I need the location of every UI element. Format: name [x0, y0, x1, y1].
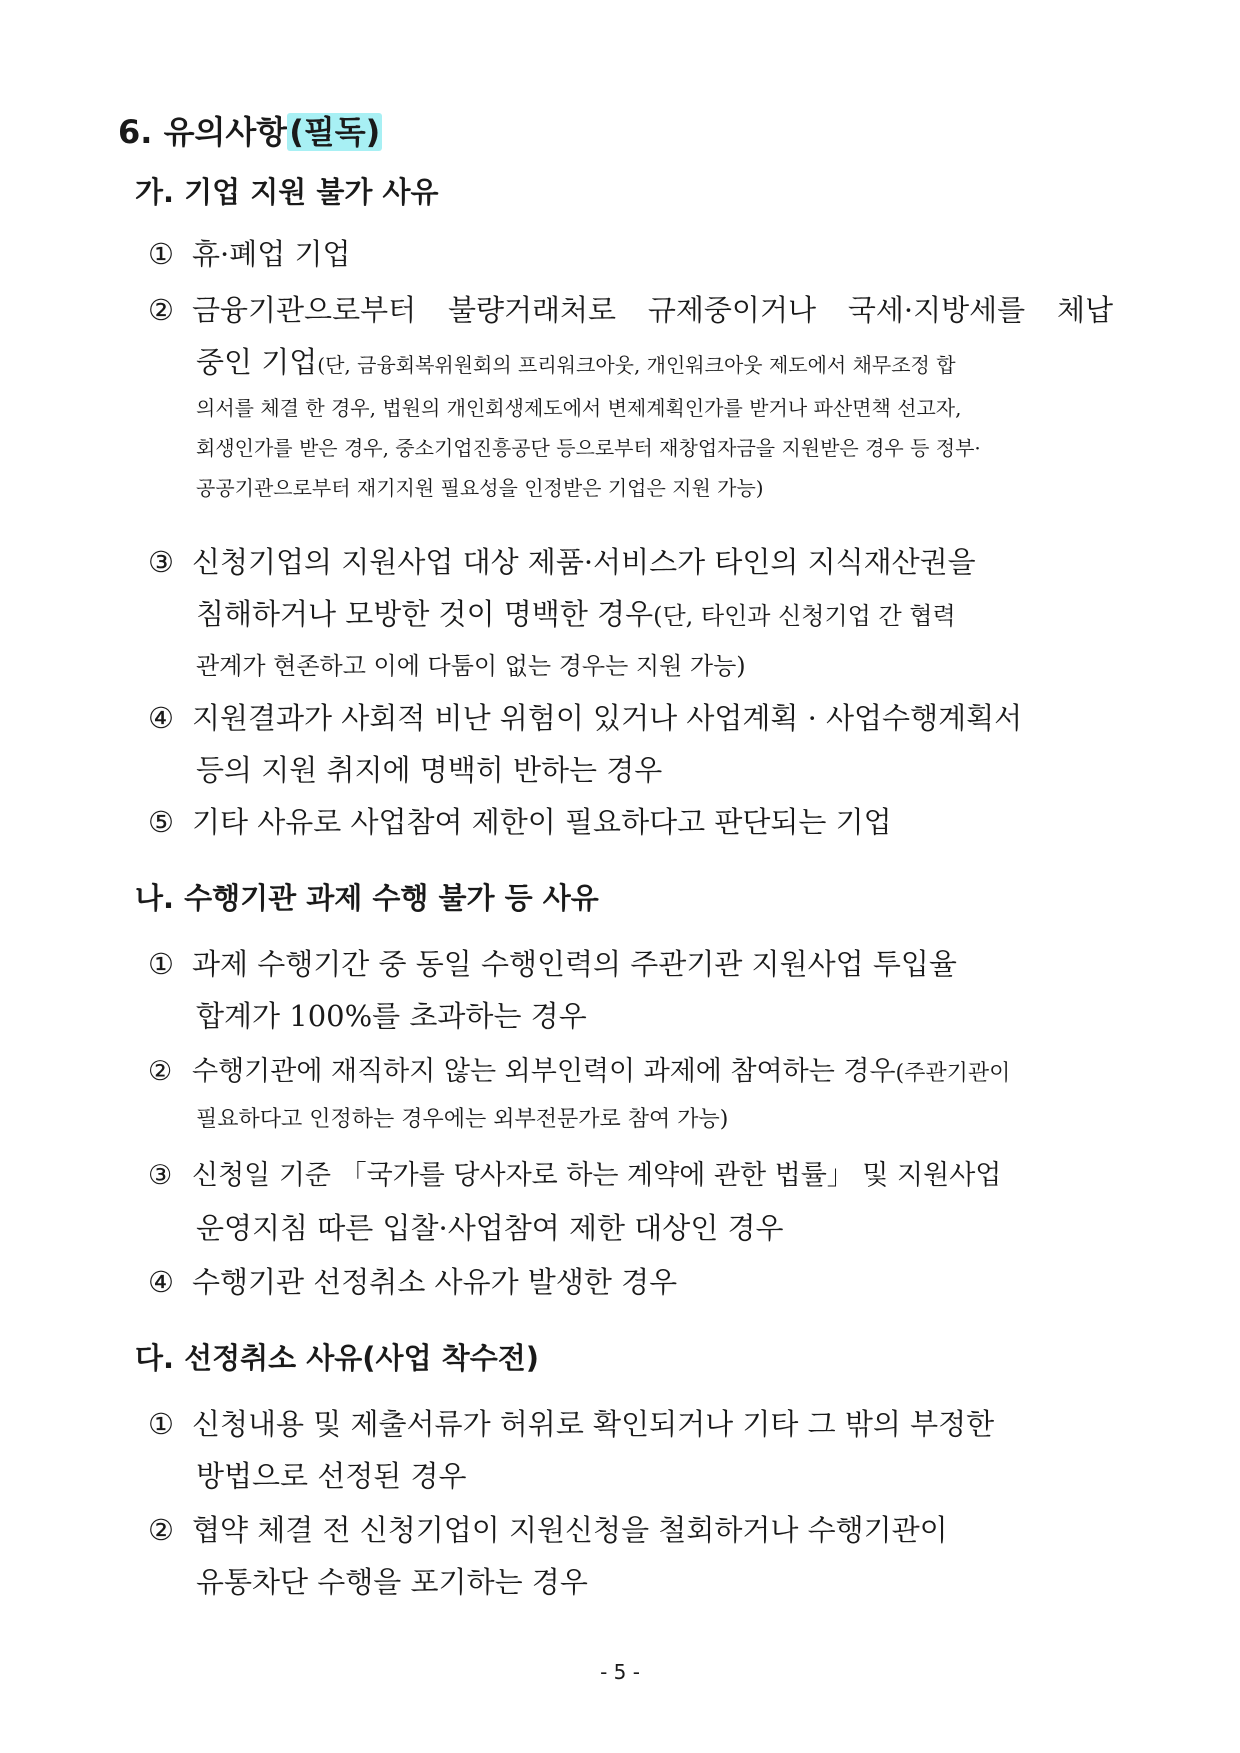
item-note: (단, 금융회복위원회의 프리워크아웃, 개인워크아웃 제도에서 채무조정 합 — [317, 353, 956, 377]
item-text: 수행기관 선정취소 사유가 발생한 경우 — [192, 1265, 678, 1299]
item-text: 침해하거나 모방한 것이 명백한 경우 — [196, 597, 654, 631]
item-number: ④ — [148, 1265, 174, 1299]
list-item — [148, 1256, 1113, 1308]
item-number: ① — [148, 947, 174, 981]
item-text: 합계가 100%를 초과하는 경우 — [196, 999, 587, 1033]
item-text: 수행기관에 재직하지 않는 외부인력이 과제에 참여하는 경우 — [192, 1056, 896, 1087]
list-item — [148, 692, 1113, 796]
item-number: ③ — [148, 545, 174, 579]
item-number: ② — [148, 293, 174, 327]
item-number: ⑤ — [148, 805, 174, 839]
list-item — [148, 228, 1113, 280]
list-item — [148, 284, 1113, 508]
item-text: 신청내용 및 제출서류가 허위로 확인되거나 기타 그 밖의 부정한 — [192, 1407, 995, 1441]
list-item — [148, 1046, 1113, 1142]
item-number: ① — [148, 1407, 174, 1441]
item-text: 유통차단 수행을 포기하는 경우 — [196, 1565, 588, 1599]
item-text: 방법으로 선정된 경우 — [196, 1459, 467, 1493]
item-text: 지원결과가 사회적 비난 위험이 있거나 사업계획 · 사업수행계획서 — [192, 701, 1023, 735]
item-number: ② — [148, 1513, 174, 1547]
list-item — [148, 1398, 1113, 1502]
item-number: ② — [148, 1056, 173, 1087]
item-text: 과제 수행기간 중 동일 수행인력의 주관기관 지원사업 투입율 — [192, 947, 957, 981]
page-number: - 5 - — [600, 1660, 640, 1684]
item-note: (주관기관이 — [895, 1061, 1011, 1086]
list-item — [148, 1504, 1113, 1608]
item-number: ① — [148, 237, 174, 271]
item-text: 휴·폐업 기업 — [192, 237, 351, 271]
item-text: 등의 지원 취지에 명백히 반하는 경우 — [196, 753, 663, 787]
item-text: 금융기관으로부터 불량거래처로 규제중이거나 국세·지방세를 체납 — [192, 293, 1113, 327]
item-text: 운영지침 따른 입찰·사업참여 제한 대상인 경우 — [196, 1211, 784, 1245]
list-item — [148, 1150, 1113, 1254]
section-heading-na: 나. 수행기관 과제 수행 불가 등 사유 — [135, 881, 599, 915]
list-item — [148, 938, 1113, 1042]
item-note: 의서를 체결 한 경우, 법원의 개인회생제도에서 변제계획인가를 받거나 파산면책 선고자, — [196, 396, 962, 420]
item-text: 신청기업의 지원사업 대상 제품·서비스가 타인의 지식재산권을 — [192, 545, 976, 579]
title-highlight: (필독) — [289, 113, 381, 151]
item-note: 회생인가를 받은 경우, 중소기업진흥공단 등으로부터 재창업자금을 지원받은 경우 등 정부· — [196, 436, 981, 460]
title-main: 6. 유의사항 — [118, 113, 288, 151]
item-text: 협약 체결 전 신청기업이 지원신청을 철회하거나 수행기관이 — [192, 1513, 948, 1547]
item-note: 공공기관으로부터 재기지원 필요성을 인정받은 기업은 지원 가능) — [196, 476, 764, 500]
page-title — [118, 112, 382, 152]
section-heading-da: 다. 선정취소 사유(사업 착수전) — [135, 1341, 539, 1375]
item-text: 신청일 기준 「국가를 당사자로 하는 계약에 관한 법률」 및 지원사업 — [192, 1160, 1002, 1191]
list-item — [148, 796, 1113, 848]
list-item — [148, 536, 1113, 692]
item-note: 필요하다고 인정하는 경우에는 외부전문가로 참여 가능) — [196, 1107, 729, 1132]
item-number: ④ — [148, 701, 174, 735]
item-text: 중인 기업 — [196, 345, 318, 379]
section-heading-ga: 가. 기업 지원 불가 사유 — [135, 175, 439, 209]
item-note: 관계가 현존하고 이에 다툼이 없는 경우는 지원 가능) — [196, 652, 746, 680]
item-text: 기타 사유로 사업참여 제한이 필요하다고 판단되는 기업 — [192, 805, 892, 839]
item-note: (단, 타인과 신청기업 간 협력 — [653, 602, 956, 630]
item-number: ③ — [148, 1160, 173, 1191]
